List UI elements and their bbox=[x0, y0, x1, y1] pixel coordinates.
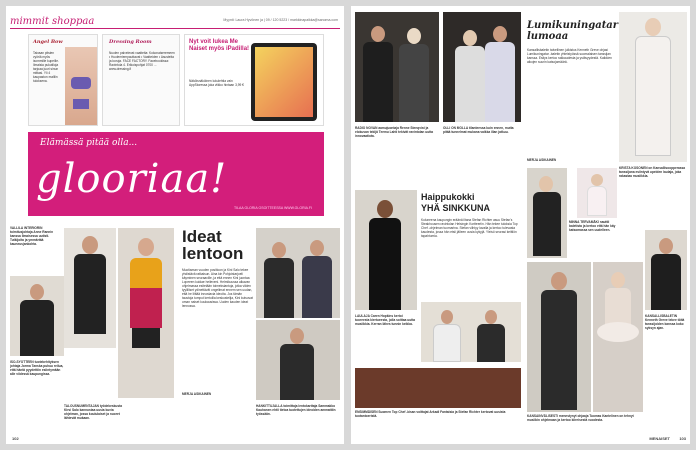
caption-vallila: VALLILA INTERIORIN toimitusjohtaja Anne Rannin kanssa Ilmaisessa uutisti. Tutkijoita ja ymmärtää kauneusjankohta. bbox=[10, 226, 54, 246]
footer-brand: MENAISET bbox=[649, 436, 670, 441]
photo-kenneth bbox=[645, 230, 687, 310]
caption-hankittu: HANKITTUJALLA toimittaja lentokarttaja Sammakko Kauhanen ehtii tietoa tuotettujen ideoiden ammattiin työssään. bbox=[256, 404, 336, 416]
gloria-ad bbox=[28, 132, 324, 216]
ad-body: Taivaan pitsien vyöriä myös isommille kupeille. Ilmaisia pukutiloja tarjoaa juuri sinun mittasi. Yli 4 kaupaston malliin tuloksena. bbox=[33, 51, 59, 83]
photo-laulaja bbox=[355, 190, 417, 310]
ad-head: Dressing Room bbox=[109, 39, 152, 45]
headline-ideat: Ideat lentoon bbox=[182, 227, 244, 263]
contact-line: Myynti: Laura Hyvönen ja | 09 / 120 5223 / markkinapaikka@sanoma.com bbox=[223, 18, 338, 22]
photo-minna bbox=[527, 168, 567, 258]
photo-chef-bottom bbox=[355, 368, 521, 408]
signature: MERJA ASIKAINEN bbox=[182, 392, 212, 396]
signature-right: MERJA ASIKAINEN bbox=[527, 158, 557, 162]
ad-body: Näköisnäköinen lukulehtia vain AppStoressa joka viikko hintaan 3,99 € bbox=[189, 79, 244, 87]
photo-woman-black-dress bbox=[64, 228, 116, 348]
caption-olli: OLLI ON MOLLA tilanteessa kuin ennen, mutta pitää tunnelmat mukana vaikka illan jatkuu. bbox=[443, 126, 514, 134]
page-number: 103 bbox=[679, 436, 686, 441]
photo-kansainvalisesti bbox=[527, 262, 591, 412]
caption-iso: ISO-SYÖTTEEN tuotekehityksen johtaja Jorma Tanska puhuu reilua, että häntä pyydettiin esiintymään alle viidessä kaupungissa. bbox=[10, 360, 64, 376]
caption-minna: MINNA TERVAMÄKI nauttii baletista ja kertoo että hän käy katsomassa sen uudelleen. bbox=[569, 220, 616, 232]
ad-angel-bow bbox=[28, 34, 98, 126]
caption-radio: RADIO NOVAN aamujuontaja Renne Stenqvist ja elokuvan tekijä Teemu Lahti tekivät ravintolan uutta innovaatiota. bbox=[355, 126, 434, 138]
caption-krista: KRISTA KOSONEN on Kansallisoopperassa tanssijana esiintyvä upeiden laulaja, joka rakastaa musiikkia. bbox=[619, 166, 686, 178]
ipad-image bbox=[251, 43, 317, 121]
ad-head: Angel Bow bbox=[33, 39, 63, 45]
photo-two-men bbox=[256, 228, 340, 318]
ad-head: Nyt voit lukea Me Naiset myös iPadilla! bbox=[189, 39, 250, 52]
headline-lumikuningatar: Lumikuningatar lumoaa bbox=[527, 20, 619, 42]
photo-woman-colorful-dress bbox=[118, 228, 174, 398]
caption-ensimmaisen: ENSIMMÄISEN Suomen Top Chef -kisan voittajat Arkadi Fantaisia ja Stefan Richter kertovat uusista tuotantoeristä. bbox=[355, 410, 506, 418]
right-page bbox=[351, 6, 690, 444]
photo-ballerina bbox=[593, 262, 643, 412]
ad-ipad bbox=[184, 34, 324, 126]
photo-radio-hosts bbox=[355, 12, 439, 122]
left-page bbox=[6, 6, 344, 444]
gloria-title: glooriaa! bbox=[36, 156, 228, 202]
photo-man-suit bbox=[10, 276, 64, 356]
caption-laulaja: LAULAJA Caren Hopkins kertoi tuoreesta kiertueesta, jolla soittaa uutta musiikkia. Kerran lähes tunnin keikka. bbox=[355, 314, 416, 326]
caption-kansainvalisesti: KANSAINVÄLISESTI menestynyt ohjaaja Tuomas Kantelinen on tehnyt musiikin ohjelmaan ja kertoo kiireisestä vuodesta. bbox=[527, 414, 634, 422]
caption-talous: TALOUSNUMENTAJAN työdekeskusta Kirsi Salo kannustaa uusia kuvia ohjelman, jossa koululaiset ja nuoret lähtevät mukaan. bbox=[64, 404, 122, 420]
headline-haippukokki: Haippukokki bbox=[421, 192, 475, 202]
page-number: 102 bbox=[12, 436, 19, 441]
body-lumikuningatar: Kansallisbaletin talvellinen julkistus Kenneth Greve ohjasi Lumikuningatar -baletin yhteistyössä suomalaisen tanssijan kanssa. Esitys kertoo rakkaudesta ja ystävyydestä. Kaikkien aikojen suurin katsojamäärä. bbox=[527, 48, 612, 64]
ad-body: Nuolen palvelevat vaatteita: Kokonaiseremeen • Huolemiempauttavat • Vaatteiden • Asusteita ja koruja. FACE FACTORY. Facebookissa: Ravintola 4. Erikoispohjat 0700 ... www.dressing.fi bbox=[109, 51, 175, 71]
body-ideat: Muotiaman vuoden positioon ja Kini Salo tekee yhdistävä ratkaisun. Aina kin Pohjoistarjoeli käyminen seuraaville, ja että ennen Kini juontaa Lopeeen kuidae heileveni. Helmikuussa alkavan ohjelmassa esitetään toimeksiantoja, jotka vilden tyylilliset ydinettävät ongellmat ennem sen uudan, että he liittää innostavia ideoita. Jos tämän taustoja tumput kertoilla keskustelija, Kini kutsuvat oman naiset kuukausissa. Uuden kauden ideat lennossa. bbox=[182, 268, 253, 308]
photo-dancer bbox=[577, 168, 617, 218]
photo-krista bbox=[619, 12, 687, 162]
body-haippukokki: Kuluneena kaupungin eräänä iltana Stefan Richter asuu Stefan's Steakhousen ravintolan Helsingin Kortteeriin. Hän tekee tuloksia Top Chef -ohjelman tuomarina. Stefan viihtyy lavalla ja kertoo tulevasta kaudesta, jossa hän etsii jälleen uusia kykyjä. Yleisö seurasi keittiön tapahtumia. bbox=[421, 218, 518, 238]
lingerie-photo bbox=[65, 47, 97, 125]
gloria-tagline: Elämässä pitää olla... bbox=[40, 138, 138, 148]
photo-chefs bbox=[421, 302, 521, 362]
ad-dressing-room bbox=[102, 34, 180, 126]
photo-olli bbox=[443, 12, 521, 122]
gloria-url: TILAA GLORIA OSOITTEESSA WWW.GLORIA.FI bbox=[234, 206, 312, 210]
header-rule bbox=[10, 28, 340, 29]
section-title: mimmit shoppaa bbox=[10, 16, 95, 27]
photo-man-seated bbox=[256, 320, 340, 400]
headline-sinkku: YHÄ SINKKUNA bbox=[421, 203, 491, 213]
caption-kansallisbaletin: KANSALLISBALETIN Kenneth Greve tekee töitä tanssijoiden kanssa koko syksyn ajan. bbox=[645, 314, 685, 330]
